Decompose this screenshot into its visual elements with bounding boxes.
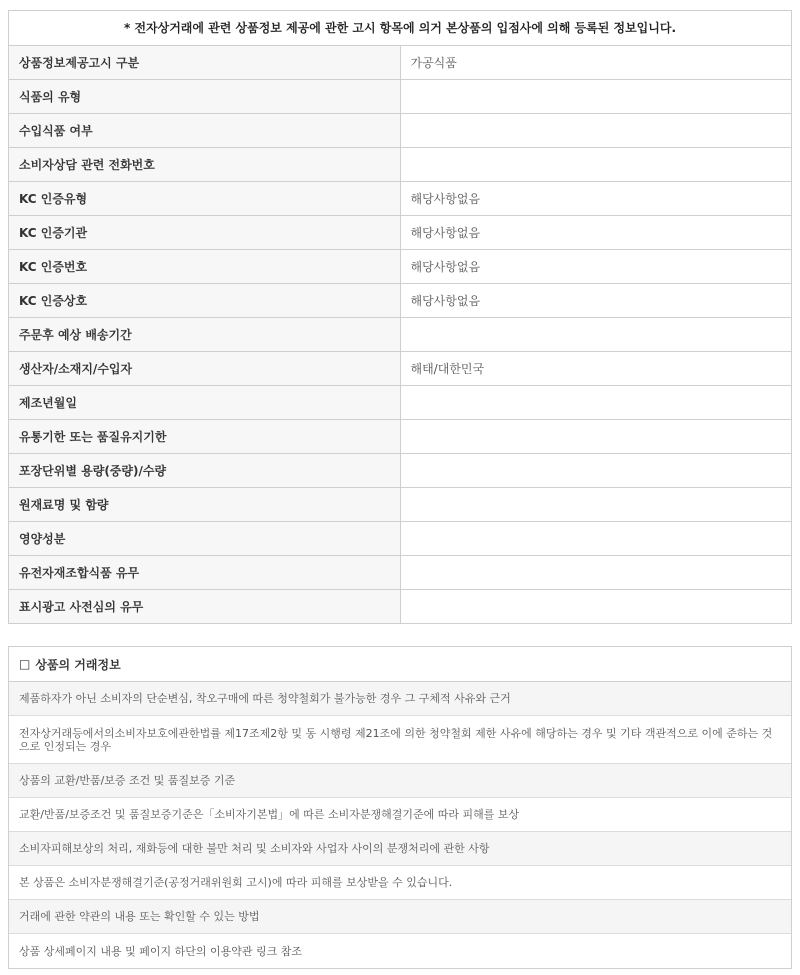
row-label: 식품의 유형 [9, 80, 401, 114]
table-row [9, 386, 792, 420]
table-row [9, 454, 792, 488]
notice-text: * 전자상거래에 관련 상품정보 제공에 관한 고시 항목에 의거 본상품의 입점사에 의해 등록된 정보입니다. [9, 11, 792, 46]
row-value [400, 318, 792, 352]
table-row [9, 556, 792, 590]
row-value [400, 590, 792, 624]
row-value [400, 148, 792, 182]
row-label: 생산자/소재지/수입자 [9, 352, 401, 386]
row-label: KC 인증번호 [9, 250, 401, 284]
trade-info-section [8, 646, 792, 969]
notice-row [9, 11, 792, 46]
trade-question-row: 거래에 관한 약관의 내용 또는 확인할 수 있는 방법 [9, 900, 791, 934]
table-row [9, 46, 792, 80]
table-row [9, 182, 792, 216]
row-label: 포장단위별 용량(중량)/수량 [9, 454, 401, 488]
row-label: 유전자재조합식품 유무 [9, 556, 401, 590]
row-label: 소비자상담 관련 전화번호 [9, 148, 401, 182]
table-row [9, 216, 792, 250]
trade-answer-row: 본 상품은 소비자분쟁해결기준(공정거래위원회 고시)에 따라 피해를 보상받을 수 있습니다. [9, 866, 791, 900]
row-value: 해태/대한민국 [400, 352, 792, 386]
row-value [400, 114, 792, 148]
table-row [9, 352, 792, 386]
row-value: 해당사항없음 [400, 182, 792, 216]
row-label: 수입식품 여부 [9, 114, 401, 148]
table-row [9, 148, 792, 182]
row-label: KC 인증기관 [9, 216, 401, 250]
row-value: 가공식품 [400, 46, 792, 80]
trade-question-row: 소비자피해보상의 처리, 재화등에 대한 불만 처리 및 소비자와 사업자 사이의 분쟁처리에 관한 사항 [9, 832, 791, 866]
row-value: 해당사항없음 [400, 250, 792, 284]
row-label: 주문후 예상 배송기간 [9, 318, 401, 352]
row-label: 제조년월일 [9, 386, 401, 420]
trade-answer-row: 교환/반품/보증조건 및 품질보증기준은「소비자기본법」에 따른 소비자분쟁해결기준에 따라 피해를 보상 [9, 798, 791, 832]
row-label: KC 인증유형 [9, 182, 401, 216]
row-label: KC 인증상호 [9, 284, 401, 318]
row-label: 영양성분 [9, 522, 401, 556]
table-row [9, 80, 792, 114]
trade-question-row: 제품하자가 아닌 소비자의 단순변심, 착오구매에 따른 청약철회가 불가능한 경우 그 구체적 사유와 근거 [9, 682, 791, 716]
table-row [9, 420, 792, 454]
row-value: 해당사항없음 [400, 284, 792, 318]
table-row [9, 522, 792, 556]
table-row [9, 284, 792, 318]
row-value [400, 522, 792, 556]
trade-question-row: 상품의 교환/반품/보증 조건 및 품질보증 기준 [9, 764, 791, 798]
row-value [400, 386, 792, 420]
row-label: 표시광고 사전심의 유무 [9, 590, 401, 624]
row-value [400, 454, 792, 488]
row-label: 원재료명 및 함량 [9, 488, 401, 522]
trade-info-title: 상품의 거래정보 [35, 657, 121, 672]
trade-info-header [9, 647, 791, 682]
table-row [9, 318, 792, 352]
row-value [400, 556, 792, 590]
product-info-table [8, 10, 792, 624]
row-value [400, 488, 792, 522]
table-row [9, 590, 792, 624]
row-label: 상품정보제공고시 구분 [9, 46, 401, 80]
row-value [400, 420, 792, 454]
trade-answer-row: 상품 상세페이지 내용 및 페이지 하단의 이용약관 링크 참조 [9, 934, 791, 968]
row-value: 해당사항없음 [400, 216, 792, 250]
checkbox-square-icon: □ [19, 657, 31, 671]
table-row [9, 114, 792, 148]
row-value [400, 80, 792, 114]
table-row [9, 250, 792, 284]
trade-answer-row: 전자상거래등에서의소비자보호에관한법률 제17조제2항 및 동 시행령 제21조에 의한 청약철회 제한 사유에 해당하는 경우 및 기타 객관적으로 이에 준하는 것으로 인정되는 경우 [9, 716, 791, 764]
row-label: 유통기한 또는 품질유지기한 [9, 420, 401, 454]
table-row [9, 488, 792, 522]
